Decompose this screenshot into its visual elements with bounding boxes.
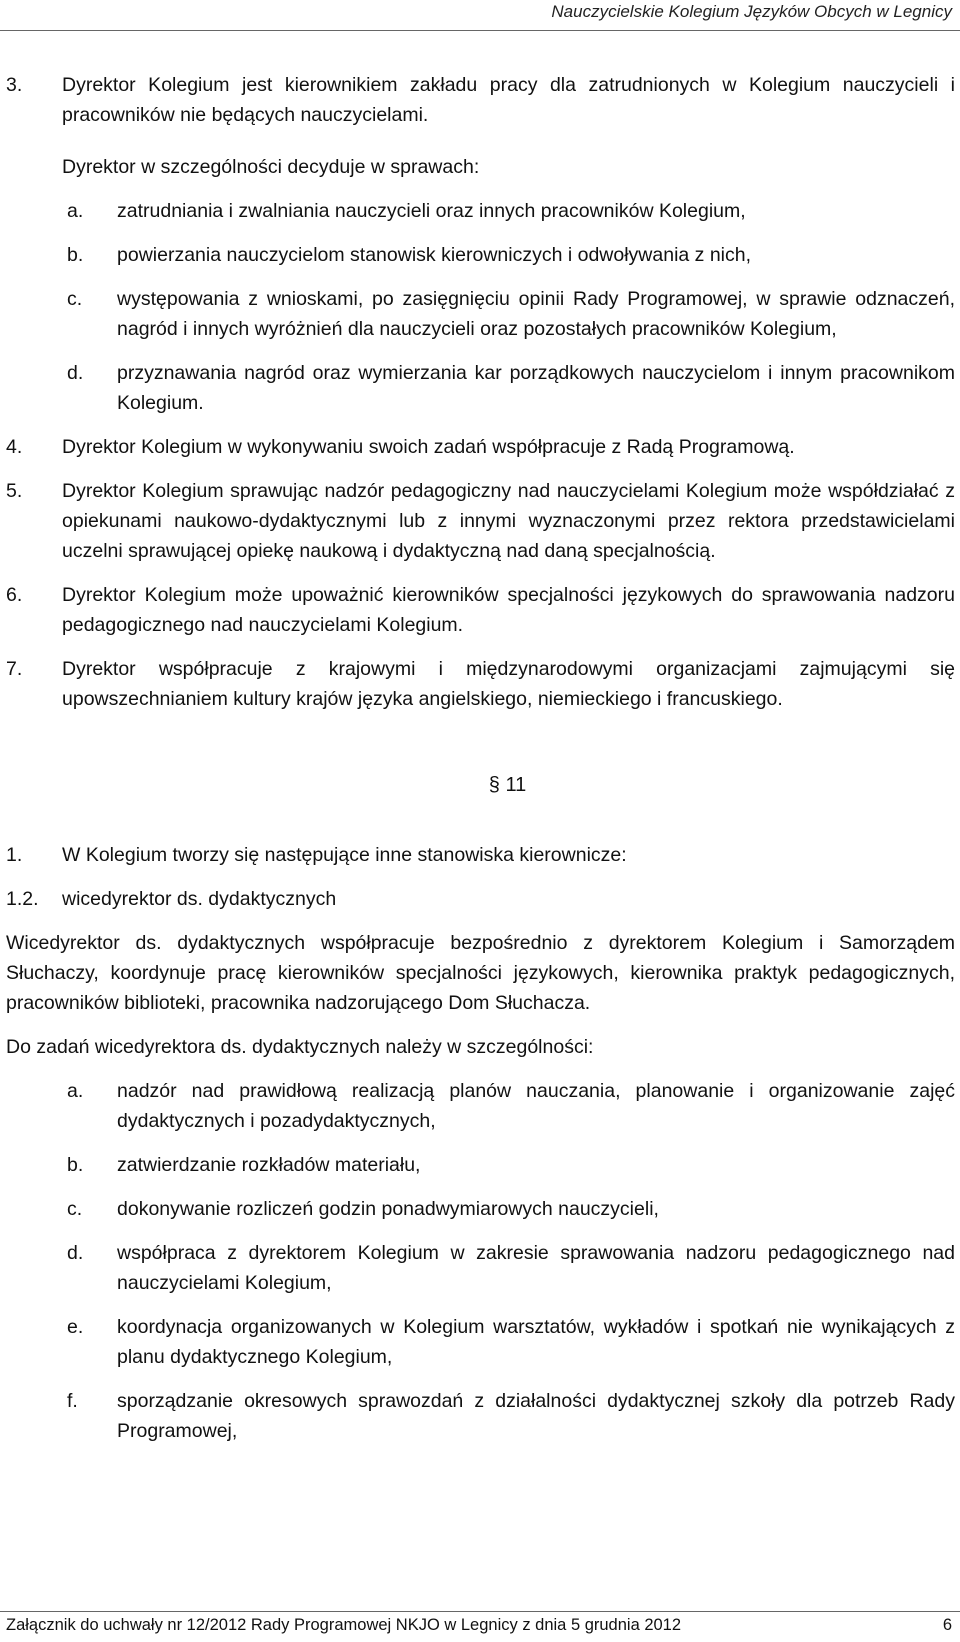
deputy-description: Wicedyrektor ds. dydaktycznych współpracuje bezpośrednio z dyrektorem Kolegium i Samorządem Słuchaczy, koordynuje pracę kierowników specjalności językowych, kierownika praktyk pedagogicznych, pracowników biblioteki, pracownika nadzorującego Dom Słuchacza. [6,932,955,1014]
duties-intro: Do zadań wicedyrektora ds. dydaktycznych należy w szczególności: [6,1036,594,1058]
list-marker: a. [67,200,84,222]
paragraph-5 [0,476,955,566]
paragraph-number: 7. [6,658,23,680]
paragraph-number: 6. [6,584,23,606]
list-item-text: przyznawania nagród oraz wymierzania kar porządkowych nauczycielom i innym pracownikom Kolegium. [117,362,955,414]
paragraph-6 [0,580,955,640]
list-item-3c [0,284,955,344]
paragraph-text: Dyrektor Kolegium w wykonywaniu swoich zadań współpracuje z Radą Programową. [62,436,795,458]
document-body [0,70,955,1460]
paragraph-3-intro: Dyrektor w szczególności decyduje w sprawach: [62,156,480,178]
list-item-text: współpraca z dyrektorem Kolegium w zakresie sprawowania nadzoru pedagogicznego nad nauczycielami Kolegium, [117,1242,955,1294]
list-marker: c. [67,1198,83,1220]
page-footer: Załącznik do uchwały nr 12/2012 Rady Programowej NKJO w Legnicy z dnia 5 grudnia 2012 [6,1616,682,1634]
page-header: Nauczycielskie Kolegium Języków Obcych w Legnicy [551,2,952,21]
paragraph-3 [0,70,955,130]
paragraph-number: 3. [6,74,23,96]
list-item-3d [0,358,955,418]
section-heading: § 11 [488,774,527,796]
list-marker: b. [67,1154,84,1176]
paragraph-text: Dyrektor Kolegium sprawując nadzór pedagogiczny nad nauczycielami Kolegium może współdziałać z opiekunami naukowo-dydaktycznymi lub z innymi wyznaczonymi przez rektora przedstawicielami uczelni sprawującej opiekę naukową i dydaktyczną nad daną specjalnością. [62,480,955,562]
list-item-text: powierzania nauczycielom stanowisk kierowniczych i odwoływania z nich, [117,244,752,266]
paragraph-number: 4. [6,436,23,458]
duty-item-f [0,1386,955,1446]
paragraph-text: wicedyrektor ds. dydaktycznych [62,888,337,910]
footer-divider [0,1611,960,1612]
list-item-text: zatrudniania i zwalniania nauczycieli oraz innych pracowników Kolegium, [117,200,746,222]
list-item-text: nadzór nad prawidłową realizacją planów nauczania, planowanie i organizowanie zajęć dydaktycznych i pozadydaktycznych, [117,1080,955,1132]
header-divider [0,30,960,31]
list-item-text: zatwierdzanie rozkładów materiału, [117,1154,421,1176]
paragraph-7 [0,654,955,714]
list-marker: d. [67,1242,84,1264]
list-marker: f. [67,1390,78,1412]
paragraph-text: W Kolegium tworzy się następujące inne stanowiska kierownicze: [62,844,627,866]
list-marker: d. [67,362,84,384]
list-item-3a [0,196,955,226]
paragraph-text: Dyrektor Kolegium może upoważnić kierowników specjalności językowych do sprawowania nadzoru pedagogicznego nad nauczycielami Kolegium. [62,584,955,636]
duty-item-e [0,1312,955,1372]
duty-item-b [0,1150,955,1180]
duty-item-c [0,1194,955,1224]
duty-item-a [0,1076,955,1136]
list-marker: e. [67,1316,84,1338]
list-item-3b [0,240,955,270]
page-number: 6 [942,1616,952,1634]
list-item-text: sporządzanie okresowych sprawozdań z działalności dydaktycznej szkoły dla potrzeb Rady Programowej, [117,1390,955,1442]
list-marker: a. [67,1080,84,1102]
paragraph-text: Dyrektor Kolegium jest kierownikiem zakładu pracy dla zatrudnionych w Kolegium nauczycieli i pracowników nie będących nauczycielami. [62,74,955,126]
list-item-text: koordynacja organizowanych w Kolegium warsztatów, wykładów i spotkań nie wynikających z planu dydaktycznego Kolegium, [117,1316,955,1368]
section-item-1-2 [0,884,955,914]
list-marker: c. [67,288,83,310]
paragraph-text: Dyrektor współpracuje z krajowymi i międzynarodowymi organizacjami zajmującymi się upowszechnianiem kultury krajów języka angielskiego, niemieckiego i francuskiego. [62,658,955,710]
paragraph-number: 1.2. [6,888,39,910]
list-item-text: dokonywanie rozliczeń godzin ponadwymiarowych nauczycieli, [117,1198,659,1220]
paragraph-4 [0,432,955,462]
list-item-text: występowania z wnioskami, po zasięgnięciu opinii Rady Programowej, w sprawie odznaczeń, nagród i innych wyróżnień dla nauczycieli oraz pozostałych pracowników Kolegium, [117,288,955,340]
duty-item-d [0,1238,955,1298]
list-marker: b. [67,244,84,266]
paragraph-number: 1. [6,844,23,866]
section-item-1 [0,840,955,870]
paragraph-number: 5. [6,480,23,502]
